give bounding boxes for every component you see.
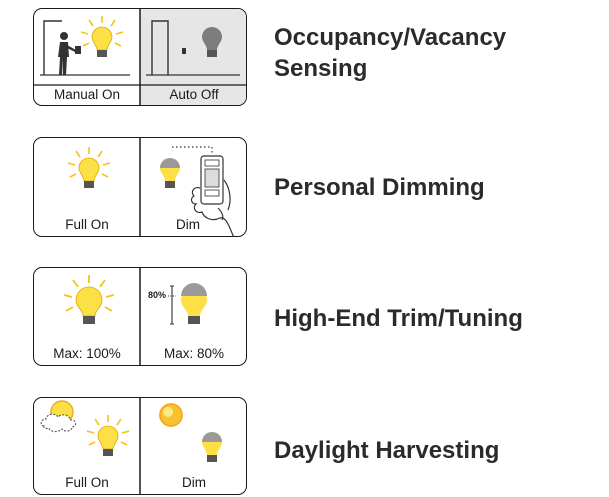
max-100-caption: Max: 100%: [53, 346, 121, 361]
door-icon: [40, 21, 130, 75]
trim-title: High-End Trim/Tuning: [274, 305, 523, 332]
occupancy-title-line1: Occupancy/Vacancy: [274, 24, 507, 51]
max-80-caption: Max: 80%: [163, 346, 225, 361]
daylight-card: [33, 397, 247, 495]
dim-caption: Dim: [182, 475, 206, 490]
full-on-caption: Full On: [65, 475, 109, 490]
bulb-dim-icon: [181, 283, 207, 324]
full-on-caption: Full On: [65, 217, 109, 232]
trim-bracket: [168, 286, 176, 324]
manual-on-caption: Manual On: [53, 87, 121, 102]
bulb-dim-icon: [160, 158, 180, 188]
bulb-on-icon: [64, 275, 114, 324]
occupancy-title: [274, 22, 506, 84]
dimming-card: [33, 137, 247, 237]
auto-off-caption: Auto Off: [169, 87, 219, 102]
person-icon: [58, 32, 76, 75]
trim-card: [33, 267, 247, 366]
bulb-on-icon: [81, 16, 123, 57]
bulb-dim-icon: [202, 432, 222, 462]
dim-caption: Dim: [176, 217, 200, 232]
light-switch-icon: [182, 48, 186, 54]
light-switch-icon: [75, 46, 81, 54]
occupancy-title-line2: Sensing: [274, 55, 368, 82]
dimmer-remote-icon: [201, 156, 223, 204]
bulb-on-icon: [68, 147, 110, 188]
occupancy-card: [33, 8, 247, 106]
bulb-on-icon: [87, 415, 129, 456]
sun-highlight: [163, 407, 173, 417]
daylight-title: Daylight Harvesting: [274, 437, 500, 464]
dimming-title: Personal Dimming: [274, 174, 485, 201]
trim-percentage-label: 80%: [148, 290, 167, 300]
